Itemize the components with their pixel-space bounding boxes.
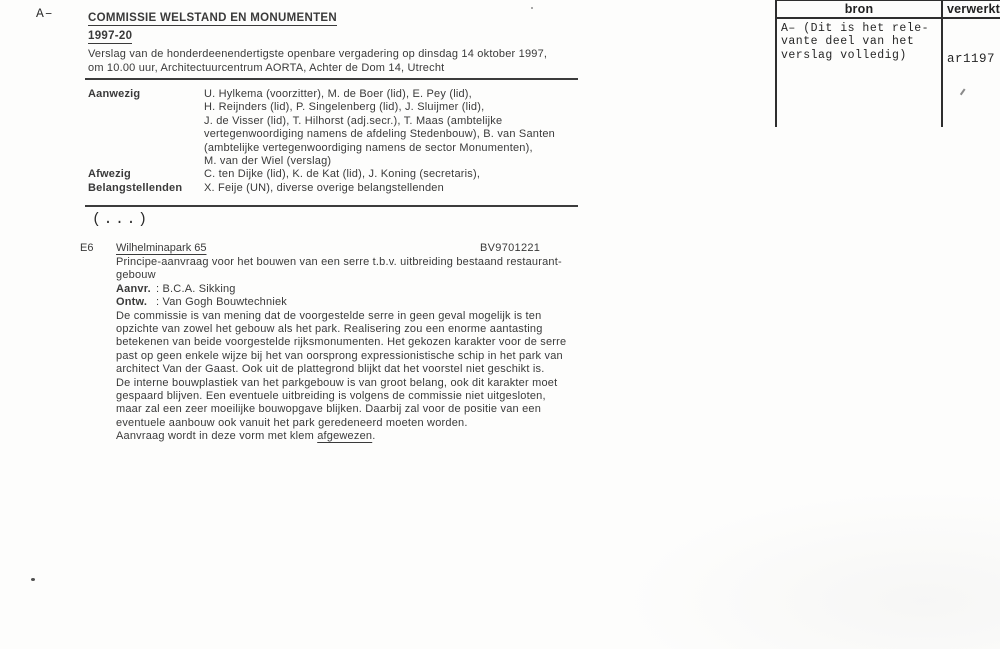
case-opinion-line: gespaard blijven. Een eventuele uitbreiding is volgens de commissie niet uitgesloten, <box>116 390 546 403</box>
attendance-label: Aanwezig <box>88 88 141 100</box>
attendance-line: M. van der Wiel (verslag) <box>204 155 332 168</box>
omission-mark: (...) <box>92 211 150 228</box>
meeting-description-line-1: Verslag van de honderdeenendertigste openbare vergadering op dinsdag 14 oktober 1997, <box>88 48 548 60</box>
attendance-row-afwezig <box>88 168 583 181</box>
case-opinion-line: De commissie is van mening dat de voorgestelde serre in geen geval mogelijk is ten <box>116 309 542 322</box>
stamp-header-bron: bron <box>777 1 941 19</box>
attendance-row-belangstellenden <box>88 182 583 195</box>
pen-tick-mark <box>960 88 965 95</box>
attendance-line: U. Hylkema (voorzitter), M. de Boer (lid), E. Pey (lid), <box>204 88 472 100</box>
stamp-note-line-2: vante deel van het <box>781 35 915 49</box>
scan-speck <box>31 578 35 581</box>
decision-suffix: . <box>372 430 376 443</box>
stamp-header-verwerkt: verwerkt <box>941 1 1000 19</box>
stamp-bron-note <box>777 19 941 127</box>
stamp-table <box>775 0 1000 127</box>
case-heading <box>80 242 585 256</box>
attendance-label: Afwezig <box>88 168 131 181</box>
case-description-line-2: gebouw <box>116 269 156 282</box>
stamp-processed-value: ar1197 <box>947 52 996 66</box>
stamp-note-line-1: A– (Dit is het rele- <box>781 22 930 35</box>
designer-row <box>116 296 585 309</box>
decision-prefix: Aanvraag wordt in deze vorm met klem <box>116 430 318 443</box>
attendance-line: H. Reijnders (lid), P. Singelenberg (lid), J. Sluijmer (lid), <box>204 101 485 114</box>
case-section <box>80 242 585 444</box>
case-opinion-line: past op geen enkele wijze bij het van oorsprong expressionistische schip in het park van <box>116 349 563 362</box>
case-decision-line <box>116 430 585 443</box>
attendance-label: Belangstellenden <box>88 181 183 194</box>
decision-word: afgewezen <box>317 430 373 443</box>
case-opinion-line: betekenen van beide voorgestelde rijksmonumenten. Het gekozen karakter voor de serre <box>116 336 567 349</box>
stamp-note-line-3: verslag volledig) <box>781 48 907 62</box>
attendance-value <box>204 88 583 168</box>
attendance-section <box>88 88 583 195</box>
attendance-row-aanwezig <box>88 88 583 168</box>
meeting-description-line-2: om 10.00 uur, Architectuurcentrum AORTA, Achter de Dom 14, Utrecht <box>88 61 445 74</box>
designer-value: : Van Gogh Bouwtechniek <box>156 296 287 309</box>
horizontal-divider <box>85 205 578 207</box>
attendance-line: J. de Visser (lid), T. Hilhorst (adj.secr.), T. Maas (ambtelijke <box>204 114 503 127</box>
horizontal-divider <box>85 78 578 80</box>
case-reference: BV9701221 <box>480 242 541 254</box>
case-opinion-line: De interne bouwplastiek van het parkgebouw is van groot belang, ook dit karakter moet <box>116 376 558 389</box>
doc-title: COMMISSIE WELSTAND EN MONUMENTEN <box>88 12 337 24</box>
case-opinion-line: eventuele aanbouw ook vanuit het park geredeneerd moeten worden. <box>116 416 468 429</box>
case-opinion-line: opzichte van zowel het gebouw als het park. Realisering zou een enorme aantasting <box>116 323 543 336</box>
margin-annotation: A– <box>36 6 54 21</box>
designer-label: Ontw. <box>116 296 148 309</box>
case-opinion-line: architect Van der Gaast. Ook uit de plattegrond blijkt dat het voorstel niet geschikt is. <box>116 363 545 376</box>
case-id: E6 <box>80 242 94 254</box>
attendance-value: C. ten Dijke (lid), K. de Kat (lid), J. Koning (secretaris), <box>204 168 481 181</box>
doc-number: 1997-20 <box>88 30 133 42</box>
meeting-description <box>88 48 588 75</box>
applicant-row <box>116 283 585 296</box>
applicant-value: : B.C.A. Sikking <box>156 282 236 295</box>
document-header <box>88 8 588 75</box>
case-description-line-1: Principe-aanvraag voor het bouwen van een serre t.b.v. uitbreiding bestaand restaurant- <box>116 256 562 268</box>
case-opinion-line: maar zal een zeer moeilijke bouwopgave blijken. Daarbij zal voor de positie van een <box>116 403 542 416</box>
stamp-verwerkt-cell <box>941 19 1000 127</box>
case-body <box>116 256 585 444</box>
scan-speck <box>531 7 533 9</box>
applicant-label: Aanvr. <box>116 282 151 295</box>
attendance-line: vertegenwoordiging namens de afdeling Stedenbouw), B. van Santen <box>204 128 555 141</box>
attendance-value: X. Feije (UN), diverse overige belangstellenden <box>204 181 444 194</box>
case-address: Wilhelminapark 65 <box>116 242 207 254</box>
attendance-line: (ambtelijke vertegenwoordiging namens de sector Monumenten), <box>204 141 533 154</box>
